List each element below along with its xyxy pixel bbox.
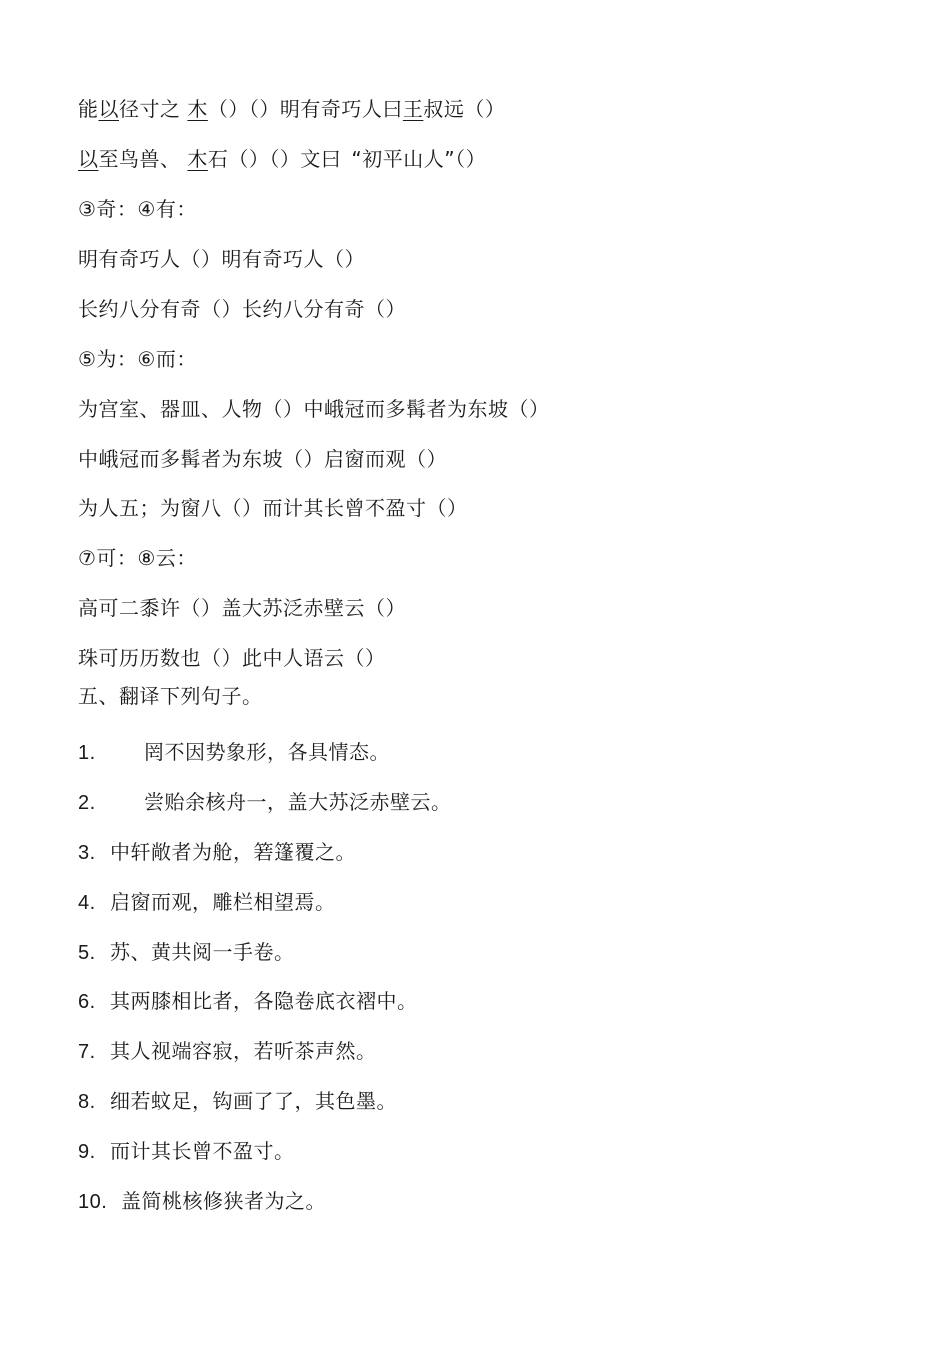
row1-underlined-1: 以 <box>98 97 119 121</box>
row2-text-2: 石（）（）文曰 <box>207 147 342 171</box>
list-item <box>78 739 390 766</box>
item-text: 尝贻余核舟一，盖大苏泛赤壁云。 <box>144 790 452 814</box>
exercise-row-1 <box>78 96 505 122</box>
item-number: 8. <box>78 1091 96 1113</box>
row1-text-3: （）（）明有奇巧人曰 <box>207 97 403 121</box>
item-number: 2. <box>78 792 96 814</box>
row1-text-4: 叔远（） <box>423 97 506 121</box>
exercise-row-7: 为人五；为窗八（）而计其长曾不盈寸（） <box>78 496 468 520</box>
item-number: 1. <box>78 742 96 764</box>
list-item <box>78 939 295 966</box>
item-text: 苏、黄共阅一手卷。 <box>110 940 295 964</box>
item-number: 4. <box>78 892 96 914</box>
item-text: 细若蚊足，钩画了了，其色墨。 <box>110 1089 397 1113</box>
exercise-row-5: 为宫室、器皿、人物（）中峨冠而多髯者为东坡（） <box>78 397 550 421</box>
item-number: 3. <box>78 842 96 864</box>
row1-underlined-2: 木 <box>187 97 208 121</box>
subheading-3-4: ③奇：④有： <box>78 197 197 221</box>
list-item <box>78 1188 326 1215</box>
exercise-row-6: 中峨冠而多髯者为东坡（）启窗而观（） <box>78 447 447 471</box>
list-item <box>78 789 452 816</box>
row2-text-3: “初平山人”（） <box>351 147 487 171</box>
item-number: 7. <box>78 1041 96 1063</box>
row2-underlined-2: 木 <box>187 147 208 171</box>
list-item <box>78 1038 377 1065</box>
item-number: 10. <box>78 1191 108 1213</box>
item-number: 5. <box>78 942 96 964</box>
item-text: 其人视端容寂，若听茶声然。 <box>110 1039 377 1063</box>
exercise-row-2 <box>78 146 486 172</box>
item-number: 6. <box>78 991 96 1013</box>
subheading-7-8: ⑦可：⑧云： <box>78 546 197 570</box>
exercise-row-3: 明有奇巧人（）明有奇巧人（） <box>78 247 365 271</box>
exercise-row-9: 珠可历历数也（）此中人语云（） <box>78 646 386 670</box>
list-item <box>78 889 336 916</box>
row1-underlined-3: 王 <box>402 97 424 121</box>
subheading-5-6: ⑤为：⑥而： <box>78 347 197 371</box>
item-text: 中轩敞者为舱，箬篷覆之。 <box>110 840 356 864</box>
list-item <box>78 839 356 866</box>
section-title: 五、翻译下列句子。 <box>78 684 263 708</box>
item-text: 而计其长曾不盈寸。 <box>110 1139 295 1163</box>
row1-text-1: 能 <box>78 97 99 121</box>
item-text: 其两膝相比者，各隐卷底衣褶中。 <box>110 989 418 1013</box>
exercise-row-8: 高可二黍许（）盖大苏泛赤壁云（） <box>78 596 406 620</box>
exercise-row-4: 长约八分有奇（）长约八分有奇（） <box>78 297 406 321</box>
item-number: 9. <box>78 1141 96 1163</box>
row2-underlined-1: 以 <box>78 147 99 171</box>
list-item <box>78 1088 397 1115</box>
list-item <box>78 1138 295 1165</box>
item-text: 罔不因势象形，各具情态。 <box>144 740 390 764</box>
list-item <box>78 988 418 1015</box>
row2-text-1: 至鸟兽、 <box>98 147 181 171</box>
item-text: 启窗而观，雕栏相望焉。 <box>110 890 336 914</box>
row1-text-2: 径寸之 <box>119 97 181 121</box>
item-text: 盖简桃核修狭者为之。 <box>121 1189 326 1213</box>
